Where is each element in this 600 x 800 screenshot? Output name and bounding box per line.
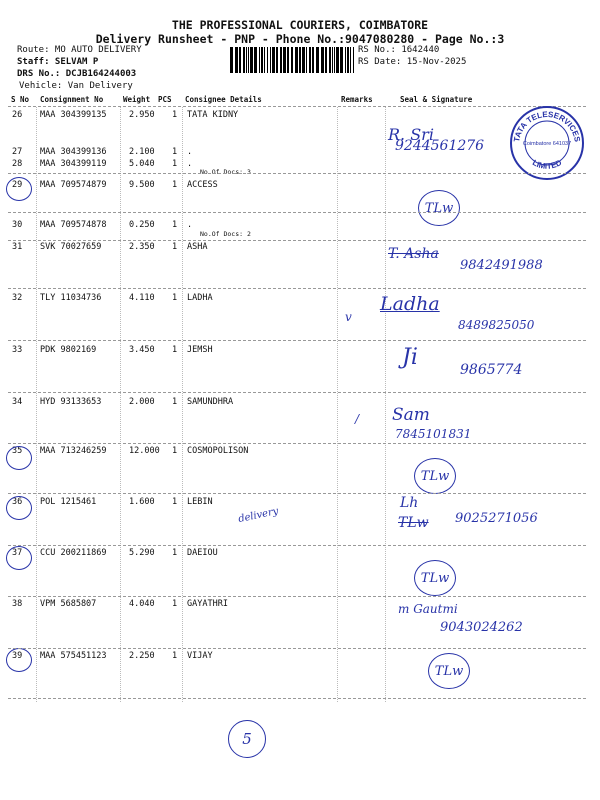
- row-consignee: VIJAY: [187, 651, 213, 661]
- row-pcs: 1: [172, 446, 178, 456]
- sno-circle-mark: [6, 546, 32, 570]
- col-pcs: PCS: [158, 95, 172, 104]
- handwritten-phone: 7845101831: [395, 427, 472, 441]
- rs-date-label: RS Date: 15-Nov-2025: [358, 57, 467, 67]
- tick-mark: v: [345, 310, 352, 324]
- row-weight: 0.250: [129, 220, 155, 230]
- staff-label: Staff: SELVAM P: [17, 57, 99, 67]
- row-consignment-no: SVK 70027659: [40, 242, 102, 252]
- row-sno: 37: [12, 548, 23, 558]
- col-weight: Weight: [123, 95, 151, 104]
- handwritten-phone: 9025271056: [455, 511, 538, 526]
- row-sno: 26: [12, 110, 23, 120]
- row-weight: 9.500: [129, 180, 155, 190]
- drs-label: DRS No.: DCJB164244003: [17, 69, 137, 79]
- row-pcs: 1: [172, 497, 178, 507]
- rs-no-label: RS No.: 1642440: [358, 45, 440, 55]
- tlw-signature: TLw: [418, 190, 460, 226]
- row-sno: 32: [12, 293, 23, 303]
- signature: T. Asha: [388, 246, 439, 262]
- handwritten-phone: 9842491988: [460, 258, 543, 273]
- row-divider: [8, 596, 586, 597]
- column-divider: [120, 107, 121, 702]
- row-pcs: 1: [172, 110, 178, 120]
- row-consignee: COSMOPOLISON: [187, 446, 249, 456]
- signature: m Gautmi: [398, 602, 458, 616]
- col-consignment: Consignment No: [40, 95, 104, 104]
- row-sno: 38: [12, 599, 23, 609]
- row-sno: 28: [12, 159, 23, 169]
- row-consignee: TATA KIDNY: [187, 110, 239, 120]
- column-divider: [182, 107, 183, 702]
- row-sno: 33: [12, 345, 23, 355]
- sno-circle-mark: [6, 496, 32, 520]
- column-divider: [36, 107, 37, 702]
- handwritten-phone: 9865774: [460, 362, 523, 378]
- row-consignment-no: CCU 200211869: [40, 548, 107, 558]
- page-title: THE PROFESSIONAL COURIERS, COIMBATORE: [171, 18, 429, 32]
- row-consignment-no: MAA 709574878: [40, 220, 107, 230]
- header-divider: [8, 106, 586, 107]
- row-consignee: .: [187, 220, 193, 230]
- tlw-signature: TLw: [414, 458, 456, 494]
- row-weight: 2.350: [129, 242, 155, 252]
- row-consignment-no: PDK 9802169: [40, 345, 97, 355]
- row-divider: [8, 340, 586, 341]
- docs-count: No.Of Docs: 3: [200, 168, 251, 176]
- row-consignment-no: MAA 709574879: [40, 180, 107, 190]
- row-weight: 4.110: [129, 293, 155, 303]
- tlw-signature: TLw: [414, 560, 456, 596]
- svg-text:TATA TELESERVICES: TATA TELESERVICES: [512, 109, 582, 143]
- page-circle-mark: 5: [228, 720, 266, 758]
- row-divider: [8, 493, 586, 494]
- row-pcs: 1: [172, 651, 178, 661]
- tick-mark: /: [355, 412, 360, 426]
- row-consignee: ACCESS: [187, 180, 218, 190]
- signature: R. Sri: [388, 125, 434, 144]
- company-seal-stamp: [507, 105, 587, 181]
- row-sno: 34: [12, 397, 23, 407]
- row-weight: 3.450: [129, 345, 155, 355]
- row-consignment-no: MAA 304399135: [40, 110, 107, 120]
- svg-text:Coimbatore 641037: Coimbatore 641037: [522, 141, 572, 147]
- row-consignee: ASHA: [187, 242, 208, 252]
- row-divider: [8, 545, 586, 546]
- route-label: Route: MO AUTO DELIVERY: [17, 45, 142, 55]
- row-divider: [8, 648, 586, 649]
- row-consignee: SAMUNDHRA: [187, 397, 234, 407]
- row-weight: 1.600: [129, 497, 155, 507]
- handwritten-phone: 9043024262: [440, 620, 523, 635]
- row-weight: 2.100: [129, 147, 155, 157]
- vehicle-label: Vehicle: Van Delivery: [19, 81, 133, 91]
- row-pcs: 1: [172, 599, 178, 609]
- row-weight: 12.000: [129, 446, 160, 456]
- row-weight: 2.950: [129, 110, 155, 120]
- row-weight: 2.000: [129, 397, 155, 407]
- row-divider: [8, 392, 586, 393]
- row-divider: [8, 173, 586, 174]
- col-sno: S No: [11, 95, 30, 104]
- sno-circle-mark: [6, 446, 32, 470]
- row-divider: [8, 288, 586, 289]
- svg-text:LIMITED: LIMITED: [530, 158, 564, 171]
- row-sno: 29: [12, 180, 23, 190]
- col-remarks: Remarks: [341, 95, 373, 104]
- row-consignment-no: POL 1215461: [40, 497, 97, 507]
- signature: Ladha: [380, 293, 440, 315]
- row-pcs: 1: [172, 397, 178, 407]
- row-weight: 5.290: [129, 548, 155, 558]
- row-pcs: 1: [172, 548, 178, 558]
- signature: Sam: [392, 405, 430, 425]
- row-divider: [8, 443, 586, 444]
- col-seal: Seal & Signature: [400, 95, 473, 104]
- column-divider: [337, 107, 338, 702]
- sno-circle-mark: [6, 177, 32, 201]
- row-pcs: 1: [172, 159, 178, 169]
- barcode-icon: [230, 47, 358, 73]
- row-weight: 2.250: [129, 651, 155, 661]
- row-sno: 31: [12, 242, 23, 252]
- row-consignment-no: MAA 575451123: [40, 651, 107, 661]
- handwritten-phone: 9244561276: [395, 138, 485, 154]
- row-pcs: 1: [172, 220, 178, 230]
- row-consignment-no: TLY 11034736: [40, 293, 102, 303]
- row-pcs: 1: [172, 293, 178, 303]
- row-weight: 4.040: [129, 599, 155, 609]
- row-consignee: LEBIN: [187, 497, 213, 507]
- page-subtitle: Delivery Runsheet - PNP - Phone No.:9047080280 - Page No.:3: [95, 32, 505, 46]
- row-consignment-no: MAA 304399136: [40, 147, 107, 157]
- row-consignee: DAEIOU: [187, 548, 218, 558]
- signature: Lh: [400, 495, 419, 511]
- column-divider: [385, 107, 386, 702]
- row-sno: 27: [12, 147, 23, 157]
- row-pcs: 1: [172, 242, 178, 252]
- row-consignee: LADHA: [187, 293, 213, 303]
- row-divider: [8, 698, 586, 699]
- row-pcs: 1: [172, 345, 178, 355]
- row-consignment-no: MAA 304399119: [40, 159, 107, 169]
- row-divider: [8, 212, 586, 213]
- row-sno: 39: [12, 651, 23, 661]
- row-consignee: JEMSH: [187, 345, 213, 355]
- signature: Ji: [402, 345, 418, 370]
- row-pcs: 1: [172, 180, 178, 190]
- signature: TLw: [398, 515, 429, 531]
- row-divider: [8, 240, 586, 241]
- row-consignee: GAYATHRI: [187, 599, 228, 609]
- docs-count: No.Of Docs: 2: [200, 230, 251, 238]
- tlw-signature: TLw: [428, 653, 470, 689]
- col-consignee: Consignee Details: [185, 95, 262, 104]
- sno-circle-mark: [6, 648, 32, 672]
- row-consignment-no: HYD 93133653: [40, 397, 102, 407]
- row-consignment-no: VPM 5685807: [40, 599, 97, 609]
- delivery-remark: delivery: [237, 505, 280, 526]
- row-weight: 5.040: [129, 159, 155, 169]
- row-consignee: .: [187, 147, 193, 157]
- row-sno: 35: [12, 446, 23, 456]
- row-consignee: .: [187, 159, 193, 169]
- handwritten-phone: 8489825050: [458, 318, 535, 332]
- row-sno: 36: [12, 497, 23, 507]
- row-sno: 30: [12, 220, 23, 230]
- row-consignment-no: MAA 713246259: [40, 446, 107, 456]
- row-pcs: 1: [172, 147, 178, 157]
